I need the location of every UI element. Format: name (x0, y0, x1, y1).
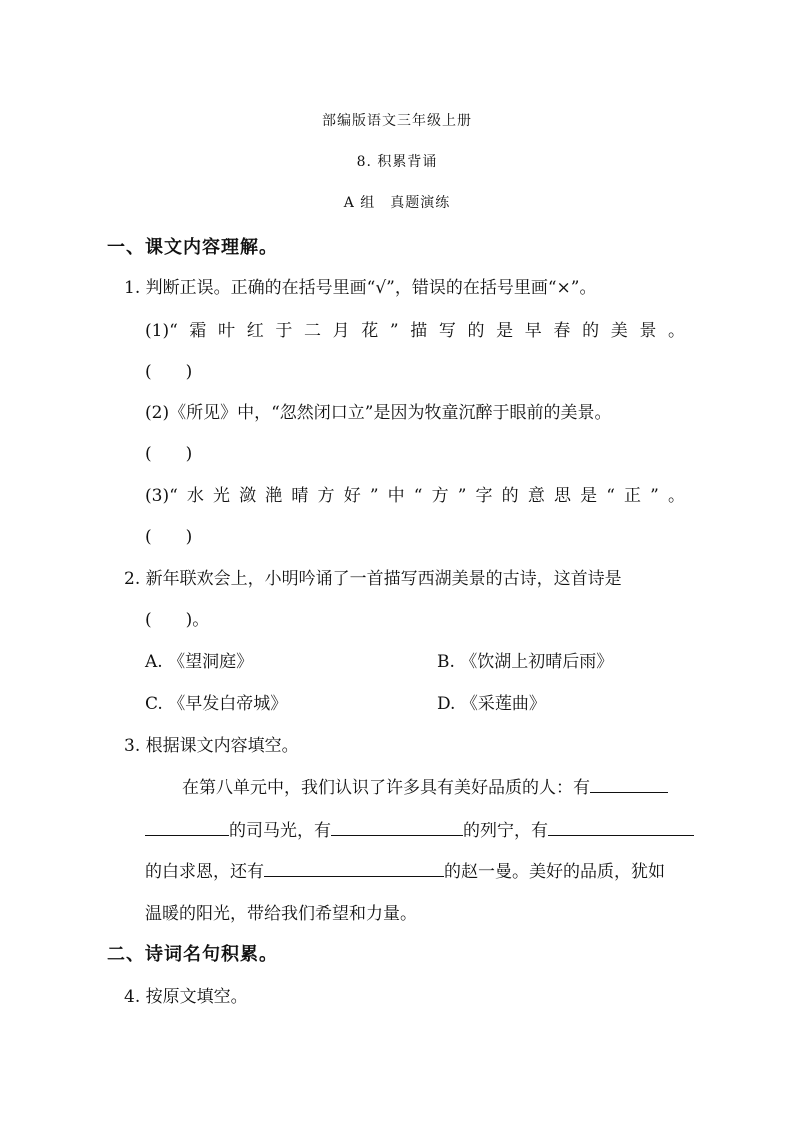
fill-text-3b: 的赵一曼。美好的品质，犹如 (444, 862, 665, 882)
blank-3[interactable] (548, 834, 694, 836)
option-c[interactable]: C. 《早发白帝城》 (145, 694, 288, 714)
question-1-item-1: (1)“霜叶红于二月花”描写的是早春的美景。 (145, 321, 685, 341)
answer-bracket-3[interactable]: ( ) (145, 527, 193, 547)
blank-1b[interactable] (145, 834, 229, 836)
question-4-stem: 4. 按原文填空。 (124, 987, 248, 1007)
group-title: A 组 真题演练 (343, 195, 451, 211)
question-1-stem: 1. 判断正误。正确的在括号里画“√”，错误的在括号里画“×”。 (124, 278, 597, 298)
blank-4[interactable] (264, 875, 444, 877)
option-d[interactable]: D. 《采莲曲》 (437, 694, 546, 714)
fill-line-2 (145, 816, 694, 841)
section-1-title: 一、课文内容理解。 (107, 237, 278, 258)
answer-bracket-1[interactable]: ( ) (145, 362, 193, 382)
book-title: 部编版语文三年级上册 (322, 113, 472, 129)
blank-2[interactable] (331, 834, 463, 836)
question-1-item-3: (3)“水光潋滟晴方好”中“方”字的意思是“正”。 (145, 486, 685, 506)
answer-bracket-2[interactable]: ( ) (145, 444, 193, 464)
question-3-stem: 3. 根据课文内容填空。 (124, 736, 299, 756)
question-1-item-2: (2)《所见》中，“忽然闭口立”是因为牧童沉醉于眼前的美景。 (145, 403, 612, 423)
fill-line-3 (145, 857, 665, 882)
section-2-title: 二、诗词名句积累。 (107, 944, 278, 965)
option-a[interactable]: A. 《望洞庭》 (145, 652, 254, 672)
fill-text-2a: 的司马光，有 (229, 821, 331, 841)
fill-line-4: 温暖的阳光，带给我们希望和力量。 (145, 904, 417, 924)
fill-line-1 (182, 773, 668, 798)
lesson-title: 8. 积累背诵 (356, 154, 438, 170)
answer-bracket-q2[interactable]: ( )。 (145, 610, 210, 630)
blank-1a[interactable] (590, 791, 668, 793)
fill-text-2b: 的列宁，有 (463, 821, 548, 841)
option-b[interactable]: B. 《饮湖上初晴后雨》 (437, 652, 614, 672)
fill-text-3a: 的白求恩，还有 (145, 862, 264, 882)
question-2-stem: 2. 新年联欢会上，小明吟诵了一首描写西湖美景的古诗，这首诗是 (124, 569, 622, 589)
fill-text-1: 在第八单元中，我们认识了许多具有美好品质的人：有 (182, 778, 590, 798)
